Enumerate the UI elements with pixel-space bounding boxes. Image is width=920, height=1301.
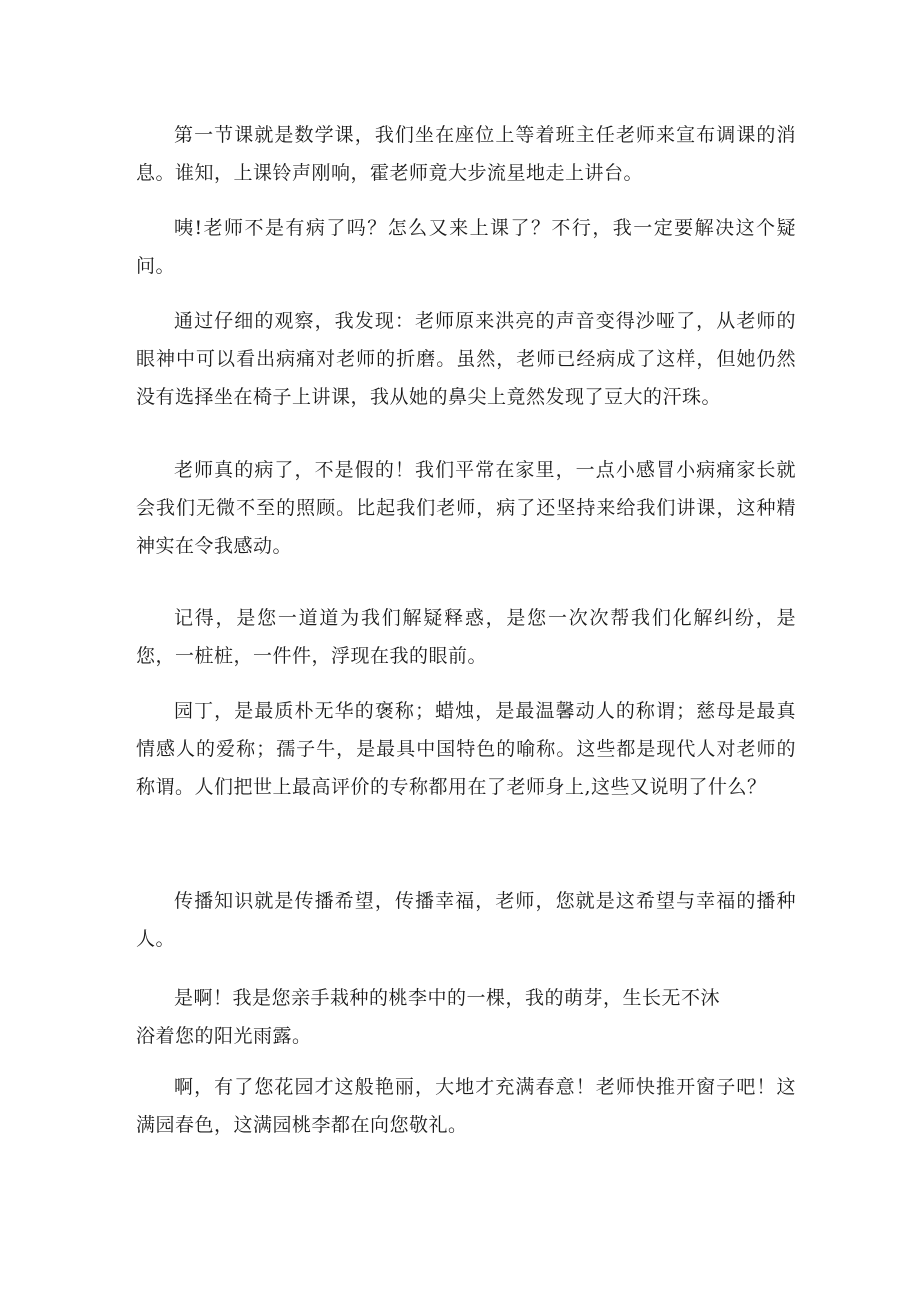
paragraph-8-line-2: 浴着您的阳光雨露。 (136, 1025, 312, 1047)
paragraph-4: 老师真的病了，不是假的！我们平常在家里，一点小感冒小病痛家长就会我们无微不至的照顾。比起我们老师，病了还坚持来给我们讲课，这种精神实在令我感动。 (136, 459, 796, 557)
paragraph-2: 咦!老师不是有病了吗？怎么又来上课了？不行，我一定要解决这个疑问。 (136, 217, 796, 277)
paragraph-5: 记得，是您一道道为我们解疑释惑，是您一次次帮我们化解纠纷，是您，一桩桩，一件件，浮现在我的眼前。 (136, 607, 796, 667)
paragraph-8 (136, 979, 796, 1055)
paragraph-1: 第一节课就是数学课，我们坐在座位上等着班主任老师来宣布调课的消息。谁知，上课铃声刚响，霍老师竟大步流星地走上讲台。 (136, 124, 796, 184)
paragraph-7: 传播知识就是传播希望，传播幸福，老师，您就是这希望与幸福的播种人。 (136, 890, 796, 950)
paragraph-6: 园丁，是最质朴无华的褒称；蜡烛，是最温馨动人的称谓；慈母是最真情感人的爱称；孺子牛，是最具中国特色的喻称。这些都是现代人对老师的称谓。人们把世上最高评价的专称都用在了老师身上,这些又说明了什么？ (136, 700, 796, 798)
paragraph-3: 通过仔细的观察，我发现：老师原来洪亮的声音变得沙哑了，从老师的眼神中可以看出病痛对老师的折磨。虽然，老师已经病成了这样，但她仍然没有选择坐在椅子上讲课，我从她的鼻尖上竟然发现了豆大的汗珠。 (136, 310, 796, 408)
paragraph-9: 啊，有了您花园才这般艳丽，大地才充满春意！老师快推开窗子吧！这满园春色，这满园桃李都在向您敬礼。 (136, 1076, 796, 1136)
paragraph-8-line-1: 是啊！我是您亲手栽种的桃李中的一棵，我的萌芽，生长无不沐 (174, 987, 721, 1009)
